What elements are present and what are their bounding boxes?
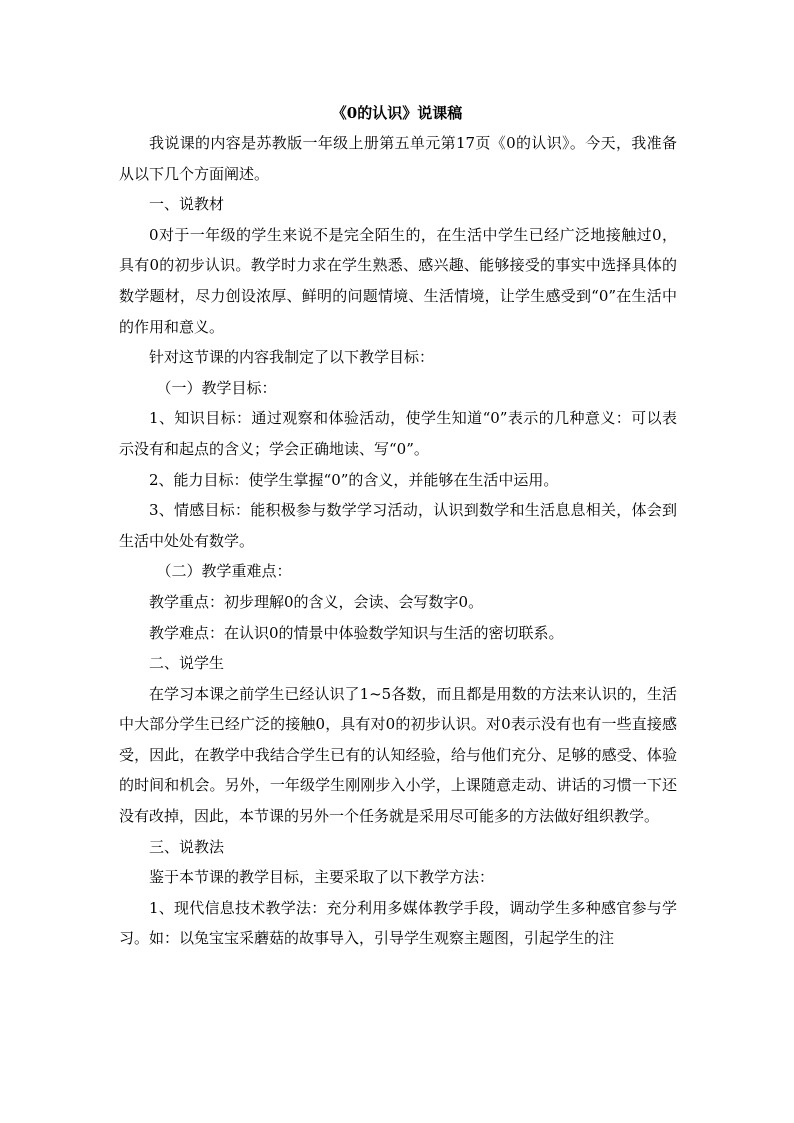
paragraph-key-point: 教学重点：初步理解0的含义，会读、会写数字0。 — [149, 592, 484, 611]
paragraph-knowledge-goal: 1、知识目标：通过观察和体验活动，使学生知道“0”表示的几种意义：可以表示没有和起点的含义；学会正确地读、写“0”。 — [119, 409, 677, 458]
paragraph-difficult-point: 教学难点：在认识0的情景中体验数学知识与生活的密切联系。 — [149, 623, 564, 642]
paragraph-methods-intro: 鉴于本节课的教学目标，主要采取了以下教学方法： — [149, 868, 495, 887]
document-body — [119, 128, 677, 954]
heading-students: 二、说学生 — [149, 654, 225, 673]
heading-textbook: 一、说教材 — [149, 195, 225, 214]
paragraph-students: 在学习本课之前学生已经认识了1~5各数，而且都是用数的方法来认识的，生活中大部分学生已经广泛的接触0，具有对0的初步认识。对0表示没有也有一些直接感受，因此，在教学中我结合学生已有的认知经验，给与他们充分、足够的感受、体验的时间和机会。另外，一年级学生刚刚步入小学，上课随意走动、讲话的习惯一下还没有改掉，因此，本节课的另外一个任务就是采用尽可能多的方法做好组织教学。 — [119, 684, 677, 826]
paragraph-emotion-goal: 3、情感目标：能积极参与数学学习活动，认识到数学和生活息息相关，体会到生活中处处有数学。 — [119, 501, 677, 550]
paragraph-method-1: 1、现代信息技术教学法：充分利用多媒体教学手段，调动学生多种感官参与学习。如：以兔宝宝采蘑菇的故事导入，引导学生观察主题图，引起学生的注 — [119, 898, 677, 948]
paragraph-goals-intro: 针对这节课的内容我制定了以下教学目标： — [149, 348, 435, 367]
heading-key-points: （二）教学重难点： — [156, 562, 292, 581]
document-title: 《0的认识》说课稿 — [331, 104, 463, 122]
paragraph-intro: 我说课的内容是苏教版一年级上册第五单元第17页《0的认识》。今天，我准备从以下几个方面阐述。 — [119, 134, 677, 183]
heading-teaching-goals: （一）教学目标： — [156, 378, 277, 397]
heading-teaching-methods: 三、说教法 — [149, 837, 225, 856]
paragraph-textbook: 0对于一年级的学生来说不是完全陌生的，在生活中学生已经广泛地接触过0，具有0的初步认识。教学时力求在学生熟悉、感兴趣、能够接受的事实中选择具体的数学题材，尽力创设浓厚、鲜明的问题情境、生活情境，让学生感受到“0”在生活中的作用和意义。 — [119, 225, 677, 336]
paragraph-ability-goal: 2、能力目标：使学生掌握“0”的含义，并能够在生活中运用。 — [149, 470, 559, 489]
